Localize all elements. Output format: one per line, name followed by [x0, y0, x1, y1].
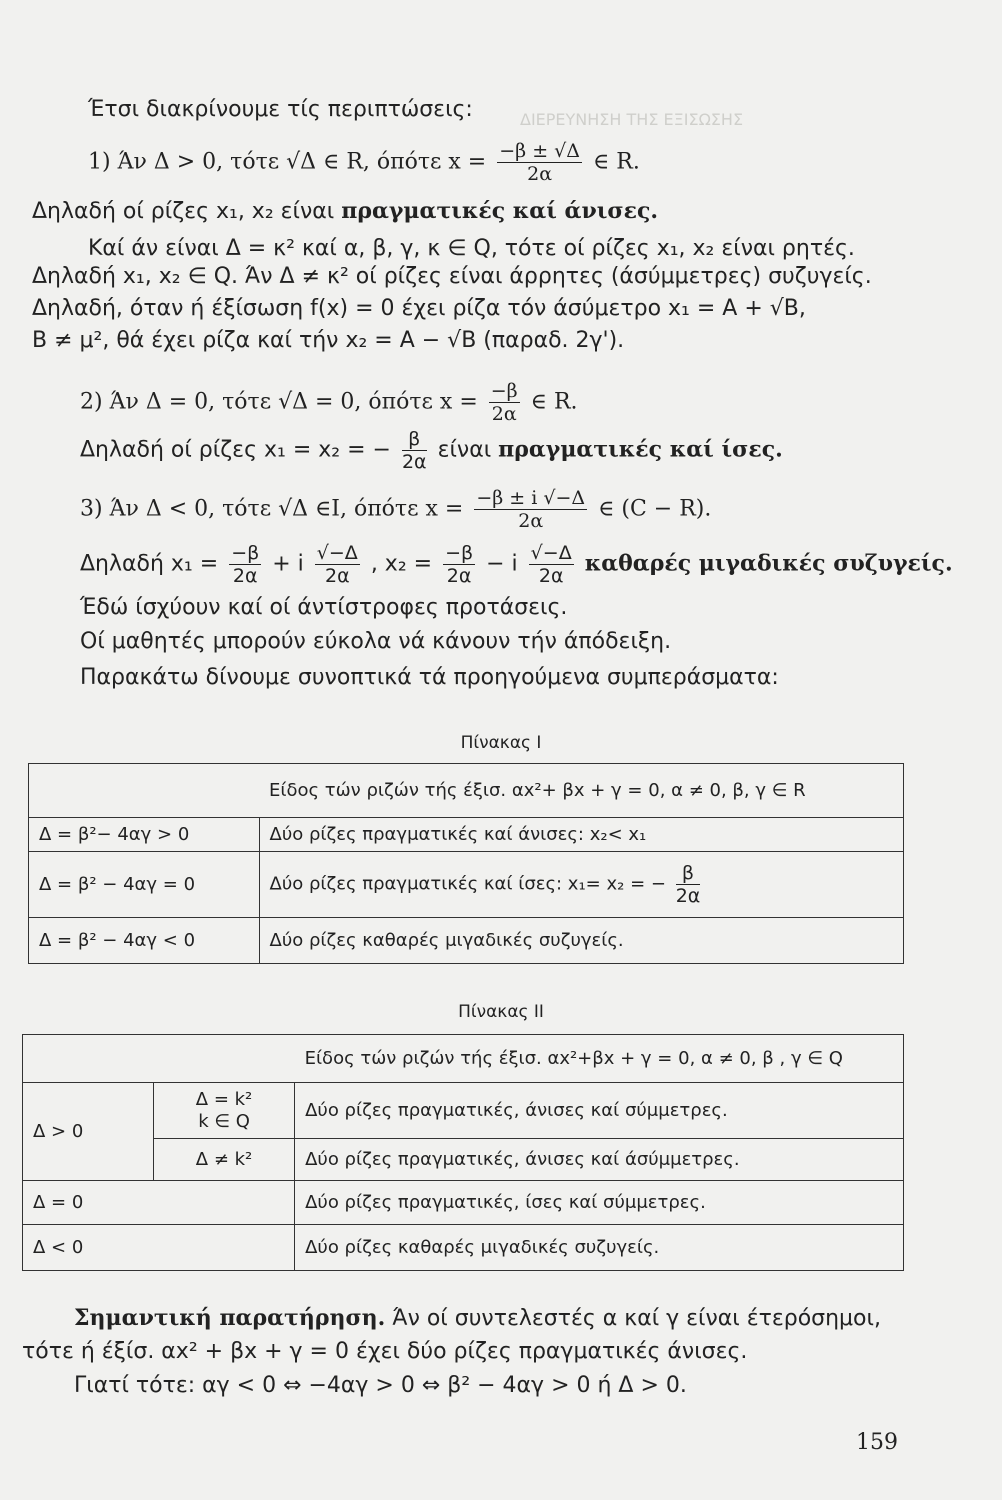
important-note-cont: τότε ή έξίσ. αx² + βx + γ = 0 έχει δύο ρίζες πραγματικές άνισες.: [22, 1339, 748, 1364]
paragraph-proof: Οί μαθητές μπορούν εύκολα νά κάνουν τήν άπόδειξη.: [80, 629, 672, 654]
paragraph-complex-roots: Δηλαδή x₁ = $\frac{-\beta}{2\alpha}$ + i $\frac{√-\Delta}{2\alpha}$ , x₂ = $\frac{-\beta}{2\alpha}$ − i $\frac{√-\Delta}{2\alpha}$ καθαρές μιγαδικές συζυγείς.: [80, 542, 953, 587]
paragraph-irrational: Δηλαδή x₁, x₂ ∈ Q. Άν Δ ≠ κ² οί ρίζες είναι άρρητες (άσύμμετρες) συζυγείς.: [32, 264, 872, 289]
important-note: Σημαντική παρατήρηση. Άν οί συντελεστές α καί γ είναι έτερόσημοι,: [74, 1305, 881, 1331]
table-2-cond: Δ = 0: [23, 1181, 295, 1225]
table-1-desc: Δύο ρίζες καθαρές μιγαδικές συζυγείς.: [259, 918, 904, 964]
table-2-desc: Δύο ρίζες πραγματικές, άνισες καί άσύμμετρες.: [295, 1139, 904, 1181]
paragraph-real-distinct: Δηλαδή οί ρίζες x₁, x₂ είναι πραγματικές καί άνισες.: [32, 198, 659, 224]
table-1-header: Είδος τών ριζών τής έξισ. αx²+ βx + γ = 0, α ≠ 0, β, γ ∈ R: [259, 764, 904, 818]
table-1-desc: Δύο ρίζες πραγματικές καί άνισες: x₂< x₁: [259, 818, 904, 852]
table-1-desc: Δύο ρίζες πραγματικές καί ίσες: x₁= x₂ = − $\frac{\beta}{2\alpha}$: [259, 852, 904, 918]
table-1-cond: Δ = β² − 4αγ = 0: [29, 852, 260, 918]
table-2-desc: Δύο ρίζες καθαρές μιγαδικές συζυγείς.: [295, 1225, 904, 1271]
paragraph-conjugate: Δηλαδή, όταν ή έξίσωση f(x) = 0 έχει ρίζα τόν άσύμετρο x₁ = A + √B,: [32, 296, 806, 321]
page-number: 159: [856, 1430, 898, 1455]
intro-line: Έτσι διακρίνουμε τίς περιπτώσεις:: [88, 97, 473, 122]
case-1-line: 1) Άν Δ > 0, τότε √Δ ∈ R, όπότε x = $\frac{-\beta \pm √\Delta}{2\alpha}$ ∈ R.: [88, 140, 640, 185]
case-3-line: 3) Άν Δ < 0, τότε √Δ ∈I, όπότε x = $\frac{-\beta \pm i √-\Delta}{2\alpha}$ ∈ (C − R).: [80, 487, 712, 532]
table-2-caption: Πίνακας II: [458, 1002, 544, 1022]
paragraph-summary: Παρακάτω δίνουμε συνοπτικά τά προηγούμενα συμπεράσματα:: [80, 665, 779, 690]
table-2-desc: Δύο ρίζες πραγματικές, άνισες καί σύμμετρες.: [295, 1083, 904, 1139]
table-1-caption: Πίνακας I: [460, 733, 542, 753]
table-1-cond: Δ = β²− 4αγ > 0: [29, 818, 260, 852]
table-2-header: Είδος τών ριζών τής έξισ. αx²+βx + γ = 0, α ≠ 0, β , γ ∈ Q: [295, 1035, 904, 1083]
paragraph-rational: Καί άν είναι Δ = κ² καί α, β, γ, κ ∈ Q, τότε οί ρίζες x₁, x₂ είναι ρητές.: [88, 236, 855, 261]
paragraph-conjugate-cont: B ≠ μ², θά έχει ρίζα καί τήν x₂ = A − √B (παραδ. 2γ').: [32, 328, 625, 353]
table-2-sub: Δ ≠ k²: [154, 1139, 295, 1181]
case-2-line: 2) Άν Δ = 0, τότε √Δ = 0, όπότε x = $\frac{-\beta}{2\alpha}$ ∈ R.: [80, 380, 578, 425]
table-1-cond: Δ = β² − 4αγ < 0: [29, 918, 260, 964]
table-2: [22, 1034, 904, 1271]
table-2-cond: Δ > 0: [23, 1083, 154, 1181]
paragraph-equal-roots: Δηλαδή οί ρίζες x₁ = x₂ = − $\frac{\beta}{2\alpha}$ είναι πραγματικές καί ίσες.: [80, 428, 783, 473]
bleed-through-text: ΔΙΕΡΕΥΝΗΣΗ ΤΗΣ ΕΞΙΣΩΣΗΣ: [520, 110, 744, 129]
table-2-sub: Δ = k² k ∈ Q: [154, 1083, 295, 1139]
important-note-proof: Γιατί τότε: αγ < 0 ⇔ −4αγ > 0 ⇔ β² − 4αγ > 0 ή Δ > 0.: [74, 1373, 687, 1398]
table-1: [28, 763, 904, 964]
table-2-cond: Δ < 0: [23, 1225, 295, 1271]
paragraph-converse: Έδώ ίσχύουν καί οί άντίστροφες προτάσεις.: [80, 595, 568, 620]
table-2-desc: Δύο ρίζες πραγματικές, ίσες καί σύμμετρες.: [295, 1181, 904, 1225]
